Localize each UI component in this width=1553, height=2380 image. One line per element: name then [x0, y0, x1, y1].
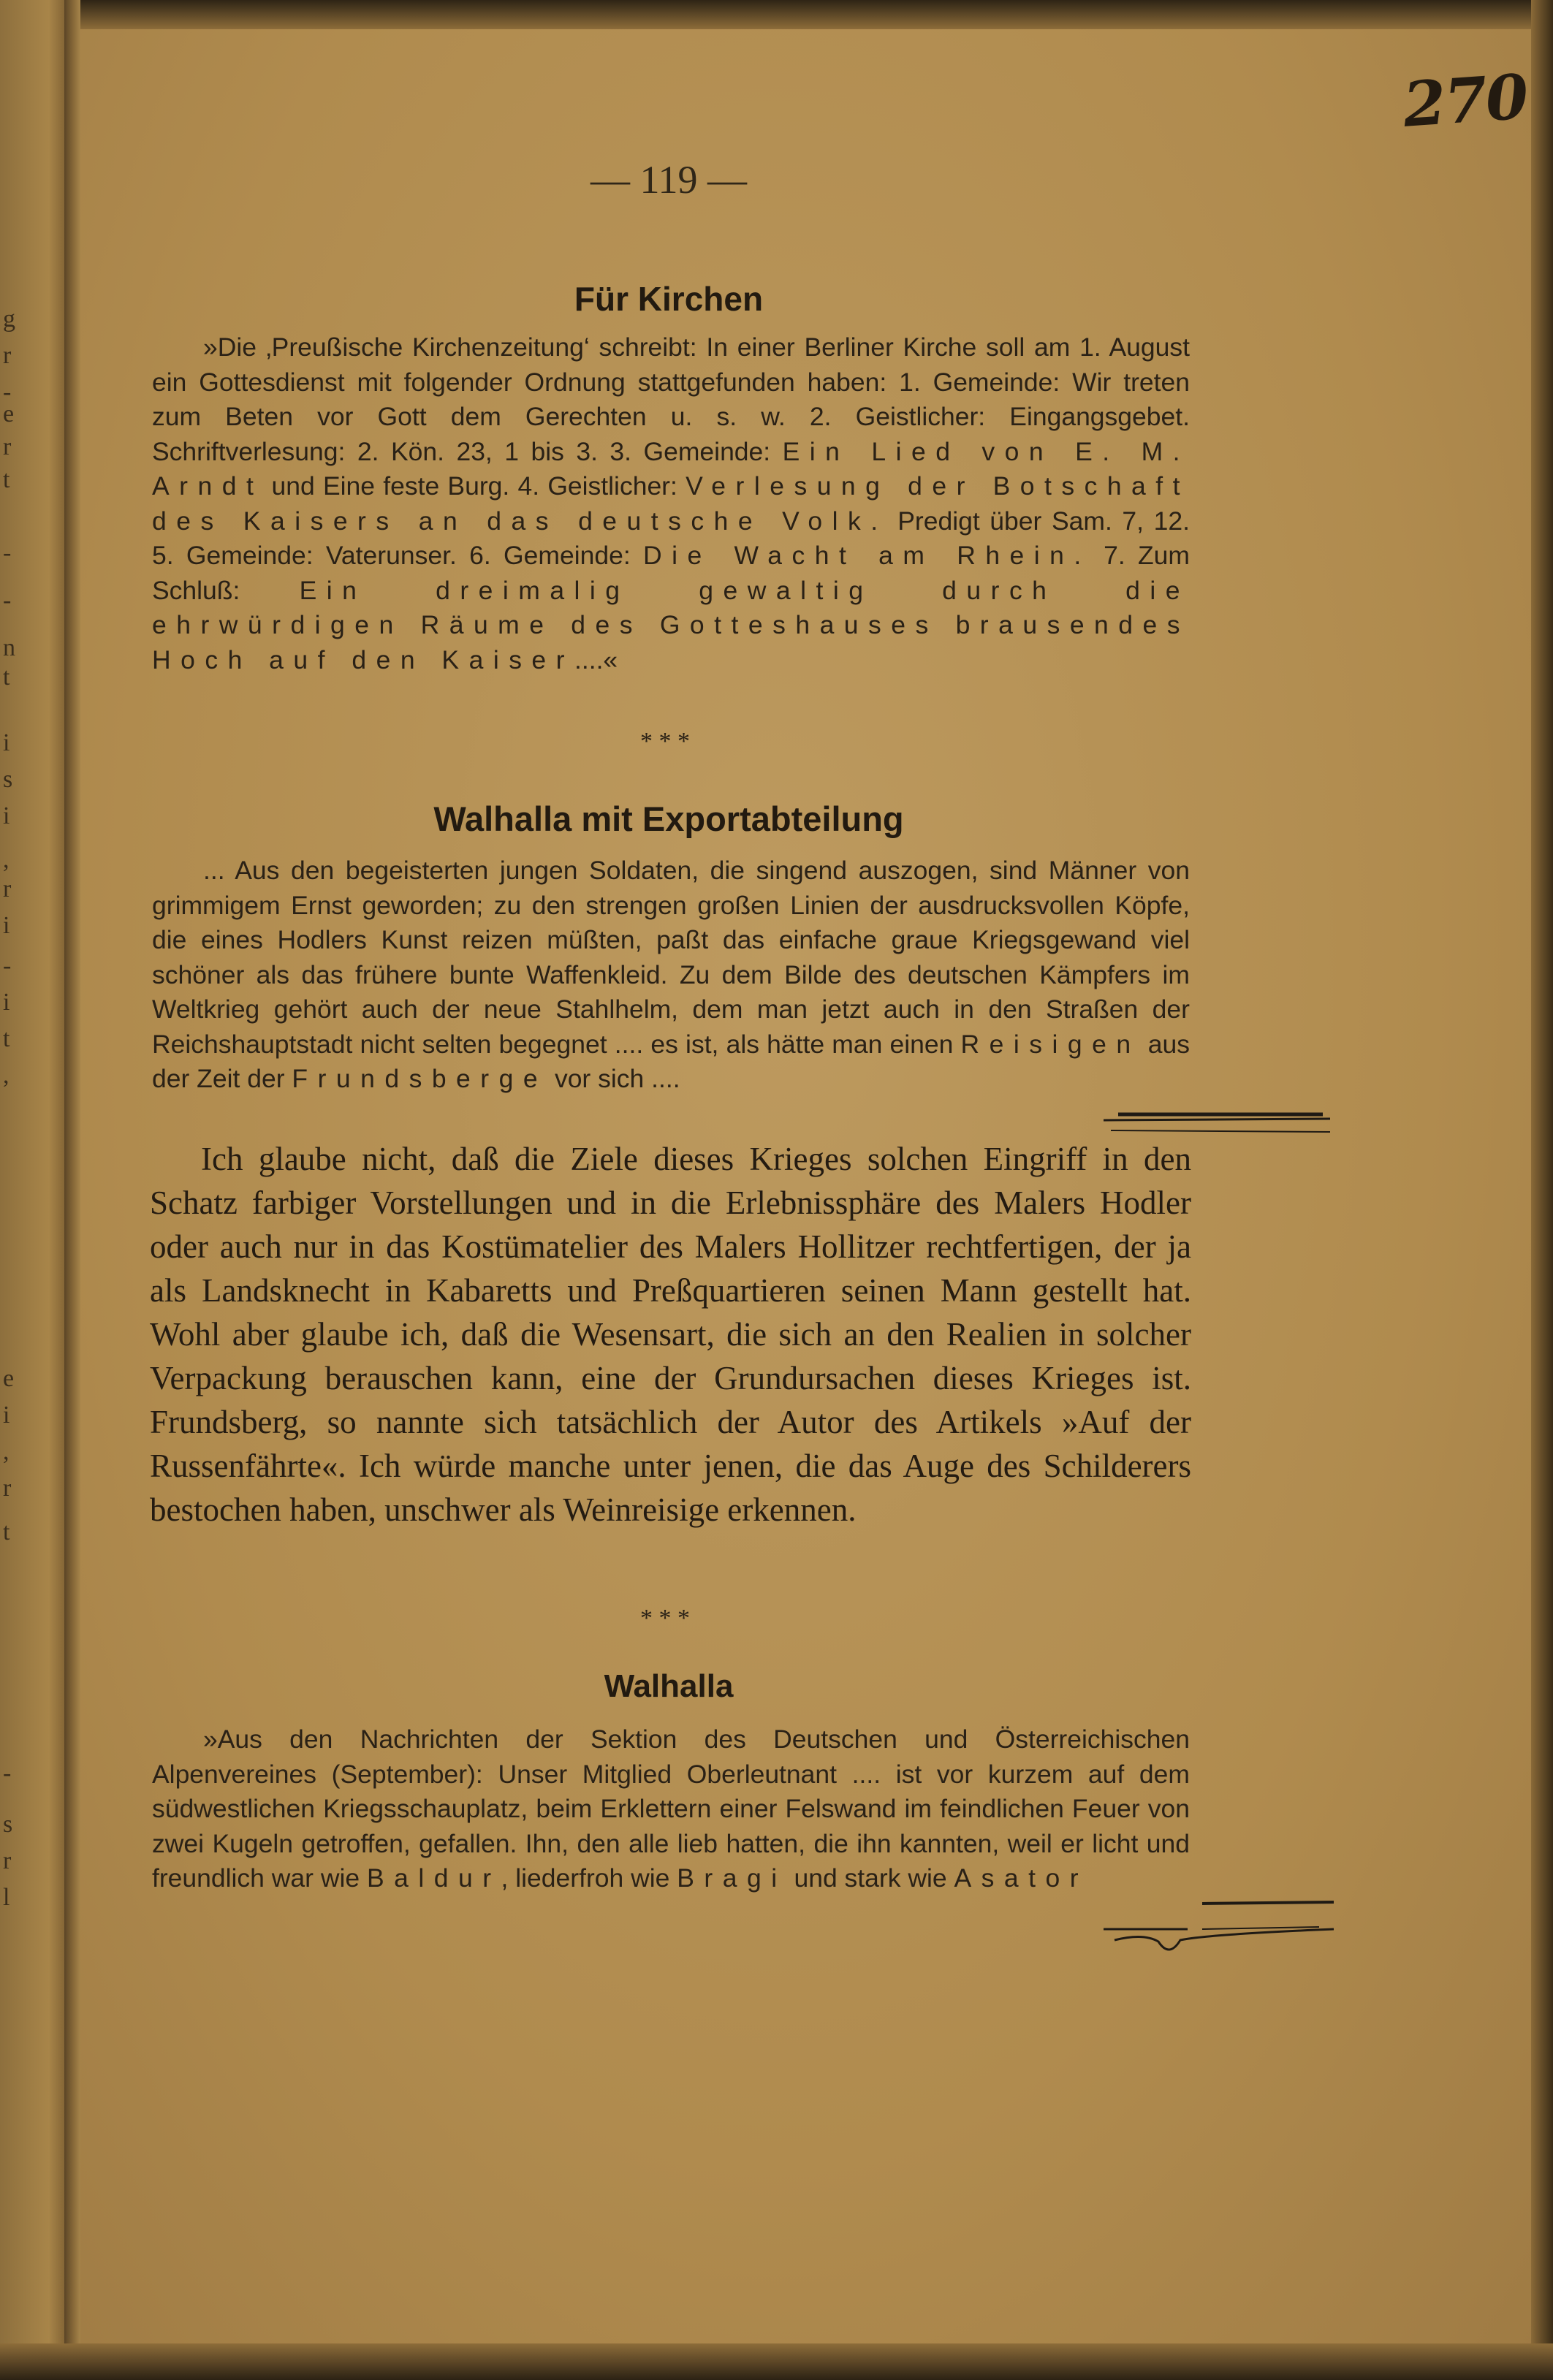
- kirchen-text-4: 7. Zum Schluß:: [152, 541, 1190, 605]
- margin-fragment: r: [3, 875, 12, 902]
- margin-fragment: l: [3, 1884, 10, 1911]
- margin-fragment: ,: [3, 1438, 10, 1465]
- margin-fragment: s: [3, 766, 13, 793]
- walhalla-export-commentary: [150, 1137, 1191, 1532]
- kirchen-spaced-2: Verlesung der Botschaft des Kaisers an das deutsche Volk.: [152, 471, 1190, 536]
- margin-fragment: s: [3, 1811, 13, 1838]
- margin-fragment: i: [3, 912, 10, 939]
- margin-fragment: t: [3, 466, 10, 493]
- pencil-mark-lower: [1100, 1889, 1348, 1977]
- margin-fragment: -: [3, 952, 12, 979]
- pencil-mark-upper: [1096, 1092, 1337, 1151]
- margin-fragment: -: [3, 1760, 12, 1787]
- margin-fragment: n: [3, 634, 15, 661]
- margin-fragment: ,: [3, 846, 10, 873]
- walhalla-spaced-baldur: Baldur: [366, 1863, 501, 1893]
- margin-fragment: -: [3, 539, 12, 566]
- kirchen-text-1: »Die ‚Preußische Kirchenzeitung‘ schreibt: In einer Berliner Kirche soll am 1. August ein Gottesdienst mit folgender Ordnung stattgefunden haben: 1. Gemeinde: Wir treten zum Beten vor Gott dem Gerechten u. s. w. 2. Geistlicher: Eingangsgebet. Schriftverlesung: 2. Kön. 23, 1 bis 3. 3. Gemeinde:: [152, 332, 1190, 466]
- page-number: — 119 —: [591, 158, 747, 202]
- walhalla-paragraph: [152, 1722, 1190, 1896]
- commentary-text: Ich glaube nicht, daß die Ziele dieses Krieges solchen Eingriff in den Schatz farbiger Vorstellungen und in die Erlebnissphäre des Malers Hodler oder auch nur in das Kostümatelier des Malers Hollitzer rechtfertigen, der ja als Landsknecht in Kabaretts und Preßquartieren seinen Mann gestellt hat. Wohl aber glaube ich, daß die Wesensart, die sich an den Realien in solcher Verpackung berauschen kann, eine der Grundursachen dieses Krieges ist. Frundsberg, so nannte sich tatsächlich der Autor des Artikels »Auf der Russenfährte«. Ich würde manche unter jenen, die das Auge des Schilderers bestochen haben, unschwer als Weinreisige erkennen.: [150, 1141, 1191, 1528]
- margin-fragment: i: [3, 989, 10, 1016]
- margin-fragment: e: [3, 400, 15, 427]
- section-title-walhalla-export: Walhalla mit Exportabteilung: [433, 799, 904, 838]
- kirchen-spaced-3: Die Wacht am Rhein.: [643, 541, 1091, 570]
- separator-stars-2: * * *: [640, 1605, 690, 1632]
- quote-spaced-frundsberge: Frundsberge: [292, 1064, 548, 1093]
- margin-fragment: -: [3, 379, 12, 406]
- quote-text-1: ... Aus den begeisterten jungen Soldaten, die singend auszogen, sind Männer von grimmigem Ernst geworden; zu den strengen großen Linien der ausdrucksvollen Köpfe, die eines Hodlers Kunst reizen müßten, paßt das einfache graue Kriegsgewand viel schöner als das frühere bunte Waffenkleid. Zu dem Bilde des deutschen Kämpfers im Weltkrieg gehört auch der neue Stahlhelm, dem man jetzt auch in den Straßen der Reichshauptstadt nicht selten begegnet .... es ist, als hätte man einen: [152, 856, 1190, 1059]
- margin-fragment: r: [3, 342, 12, 369]
- margin-fragment: r: [3, 433, 12, 460]
- kirchen-paragraph: [152, 330, 1190, 677]
- margin-fragment: e: [3, 1365, 15, 1392]
- walhalla-text-3: und stark wie: [786, 1863, 954, 1893]
- quote-text-3: vor sich ....: [547, 1064, 680, 1093]
- section-title-fuer-kirchen: Für Kirchen: [574, 280, 764, 318]
- top-edge-shadow: [0, 0, 1553, 29]
- margin-fragment: t: [3, 1518, 10, 1546]
- margin-fragment: g: [3, 305, 15, 332]
- margin-fragment: r: [3, 1847, 12, 1874]
- walhalla-text-2: , liederfroh wie: [501, 1863, 677, 1893]
- right-edge-shadow: [1531, 0, 1553, 2380]
- kirchen-spaced-4: Ein dreimalig gewaltig durch die ehrwürdigen Räume des Gotteshauses brausendes Hoch auf den Kaiser: [152, 575, 1190, 674]
- margin-fragment: -: [3, 587, 12, 614]
- quote-text-2: aus der Zeit der: [152, 1029, 1190, 1093]
- kirchen-text-5: ....«: [574, 645, 618, 674]
- walhalla-text-1: »Aus den Nachrichten der Sektion des Deutschen und Österreichischen Alpenvereines (September): Unser Mitglied Oberleutnant .... ist vor kurzem auf dem südwestlichen Kriegsschauplatz, beim Erklettern einer Felswand im feindlichen Feuer von zwei Kugeln getroffen, gefallen. Ihn, den alle lieb hatten, die ihn kannten, weil er licht und freundlich war wie: [152, 1725, 1190, 1893]
- margin-fragment: t: [3, 1025, 10, 1052]
- kirchen-spaced-1: Ein Lied von E. M. Arndt: [152, 436, 1190, 501]
- kirchen-text-3: Predigt über Sam. 7, 12. 5. Gemeinde: Vaterunser. 6. Gemeinde:: [152, 506, 1190, 570]
- kirchen-text-2: und Eine feste Burg. 4. Geistlicher:: [263, 471, 686, 501]
- margin-fragment: t: [3, 664, 10, 691]
- archive-number: 270: [1400, 60, 1530, 141]
- walhalla-spaced-asator: Asator: [954, 1863, 1089, 1893]
- margin-fragment: i: [3, 1402, 10, 1429]
- separator-stars-1: * * *: [640, 728, 690, 755]
- margin-fragment: ,: [3, 1062, 10, 1089]
- walhalla-spaced-bragi: Bragi: [677, 1863, 787, 1893]
- book-gutter: [64, 0, 80, 2380]
- walhalla-export-quote: [152, 853, 1190, 1097]
- quote-spaced-reisigen: Reisigen: [960, 1029, 1141, 1059]
- margin-fragment: i: [3, 729, 10, 756]
- section-title-walhalla: Walhalla: [604, 1668, 734, 1704]
- margin-fragment: r: [3, 1475, 12, 1502]
- margin-fragment: i: [3, 802, 10, 829]
- bottom-edge-shadow: [0, 2343, 1553, 2380]
